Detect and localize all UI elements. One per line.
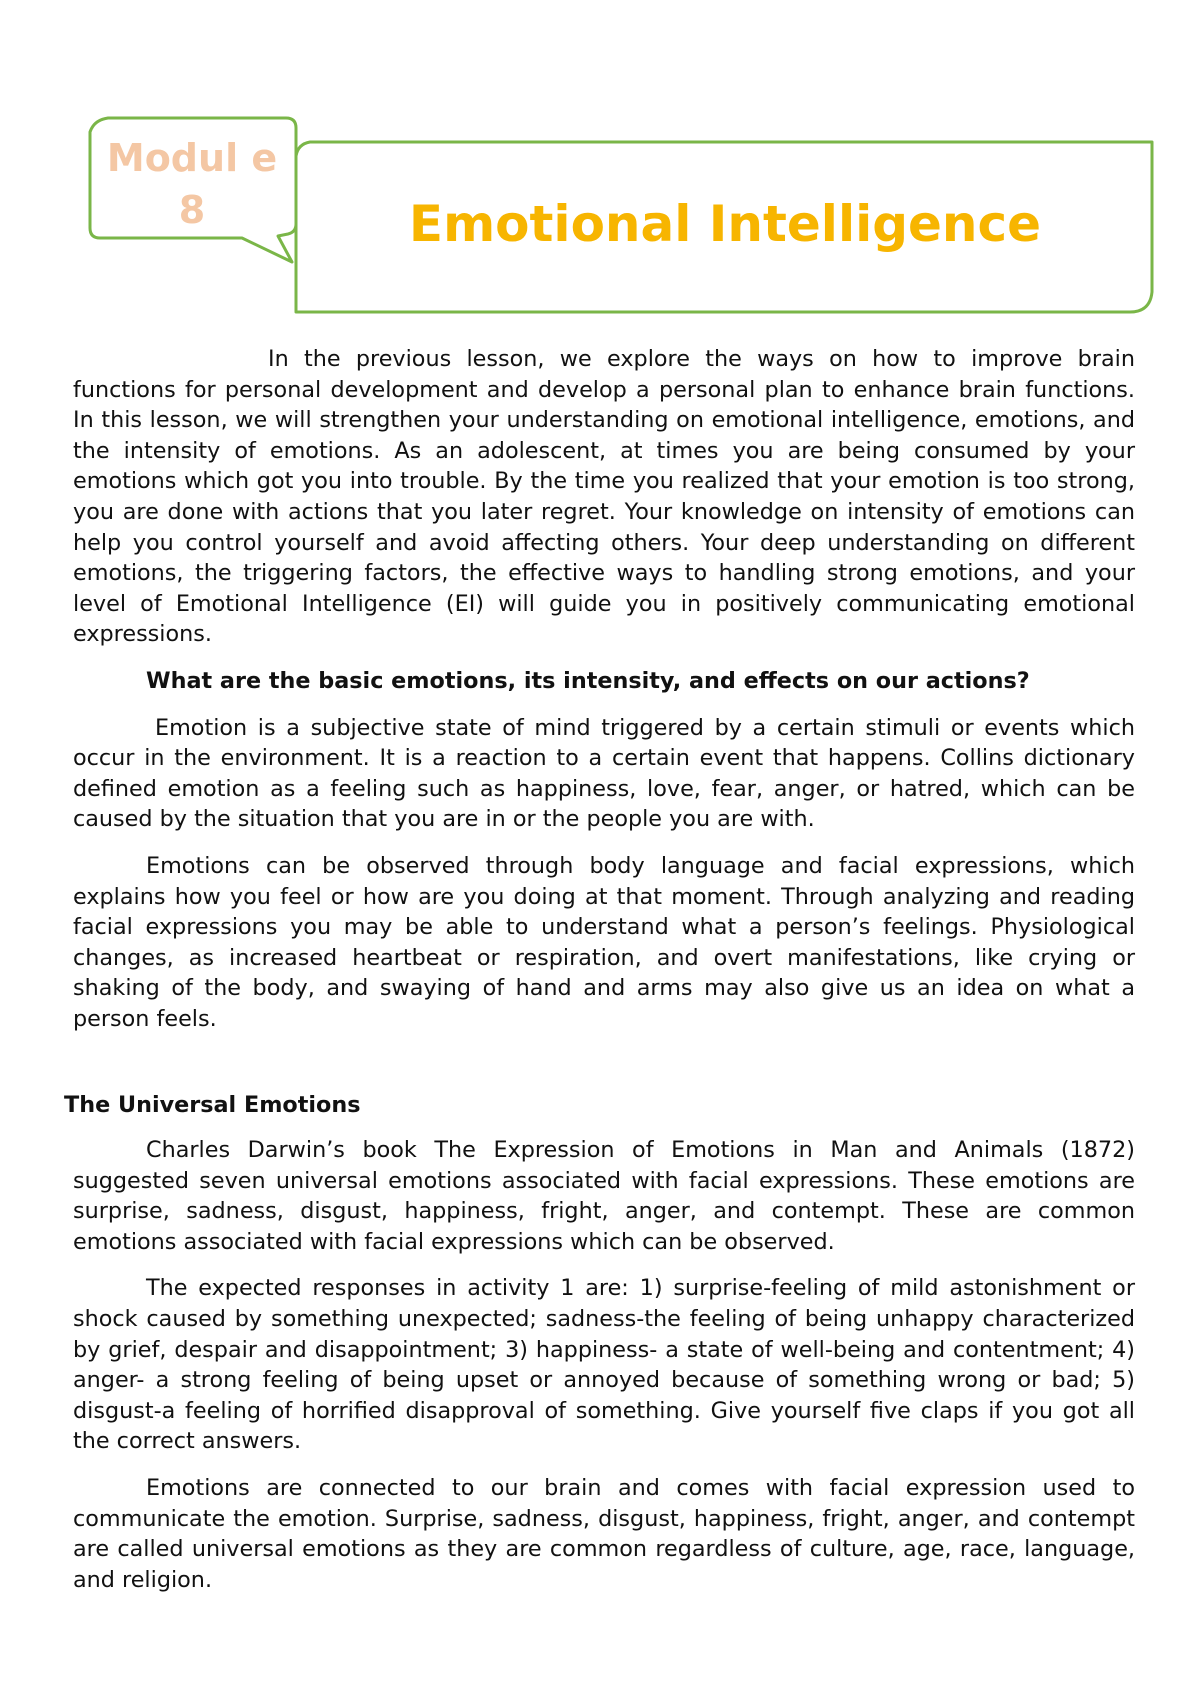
section-heading-universal-emotions: The Universal Emotions (64, 1092, 361, 1119)
intro-paragraph: In the previous lesson, we explore the ways on how to improve brain functions for personal development and develop a personal plan to enhance brain functions. In this lesson, we will strengthen your understanding on emotional intelligence, emotions, and the intensity of emotions. As an adolescent, at times you are being consumed by your emotions which got you into trouble. By the time you realized that your emotion is too strong, you are done with actions that you later regret. Your knowledge on intensity of emotions can help you control yourself and avoid affecting others. Your deep understanding on different emotions, the triggering factors, the effective ways to handling strong emotions, and your level of Emotional Intelligence (EI) will guide you in positively communicating emotional expressions. (73, 346, 1135, 648)
document-body (64, 344, 1135, 1611)
guiding-question: What are the basic emotions, its intensity, and effects on our actions? (146, 667, 1030, 694)
emotion-definition-paragraph: Emotion is a subjective state of mind triggered by a certain stimuli or events which occur in the environment. It is a reaction to a certain event that happens. Collins dictionary defined emotion as a feeling such as happiness, love, fear, anger, or hatred, which can be caused by the situation that you are in or the people you are with. (73, 714, 1135, 833)
module-number-label: Modul e 8 (106, 136, 278, 232)
darwin-paragraph: Charles Darwin’s book The Expression of Emotions in Man and Animals (1872) suggested seven universal emotions associated with facial expressions. These emotions are surprise, sadness, disgust, happiness, fright, anger, and contempt. These are common emotions associated with facial expressions which can be observed. (73, 1137, 1135, 1255)
brain-connection-paragraph: Emotions are connected to our brain and comes with facial expression used to communicate the emotion. Surprise, sadness, disgust, happiness, fright, anger, and contempt are called universal emotions as they are common regardless of culture, age, race, language, and religion. (73, 1475, 1135, 1593)
expected-responses-paragraph: The expected responses in activity 1 are: 1) surprise-feeling of mild astonishment or shock caused by something unexpected; sadness-the feeling of being unhappy characterized by grief, despair and disappointment; 3) happiness- a state of well-being and contentment; 4) anger- a strong feeling of being upset or annoyed because of something wrong or bad; 5) disgust-a feeling of horrified disapproval of something. Give yourself five claps if you got all the correct answers. (73, 1275, 1135, 1455)
page-title: Emotional Intelligence (408, 195, 1042, 253)
observation-paragraph: Emotions can be observed through body language and facial expressions, which explains how you feel or how are you doing at that moment. Through analyzing and reading facial expressions you may be able to understand what a person’s feelings. Physiological changes, as increased heartbeat or respiration, and overt manifestations, like crying or shaking of the body, and swaying of hand and arms may also give us an idea on what a person feels. (73, 852, 1135, 1032)
